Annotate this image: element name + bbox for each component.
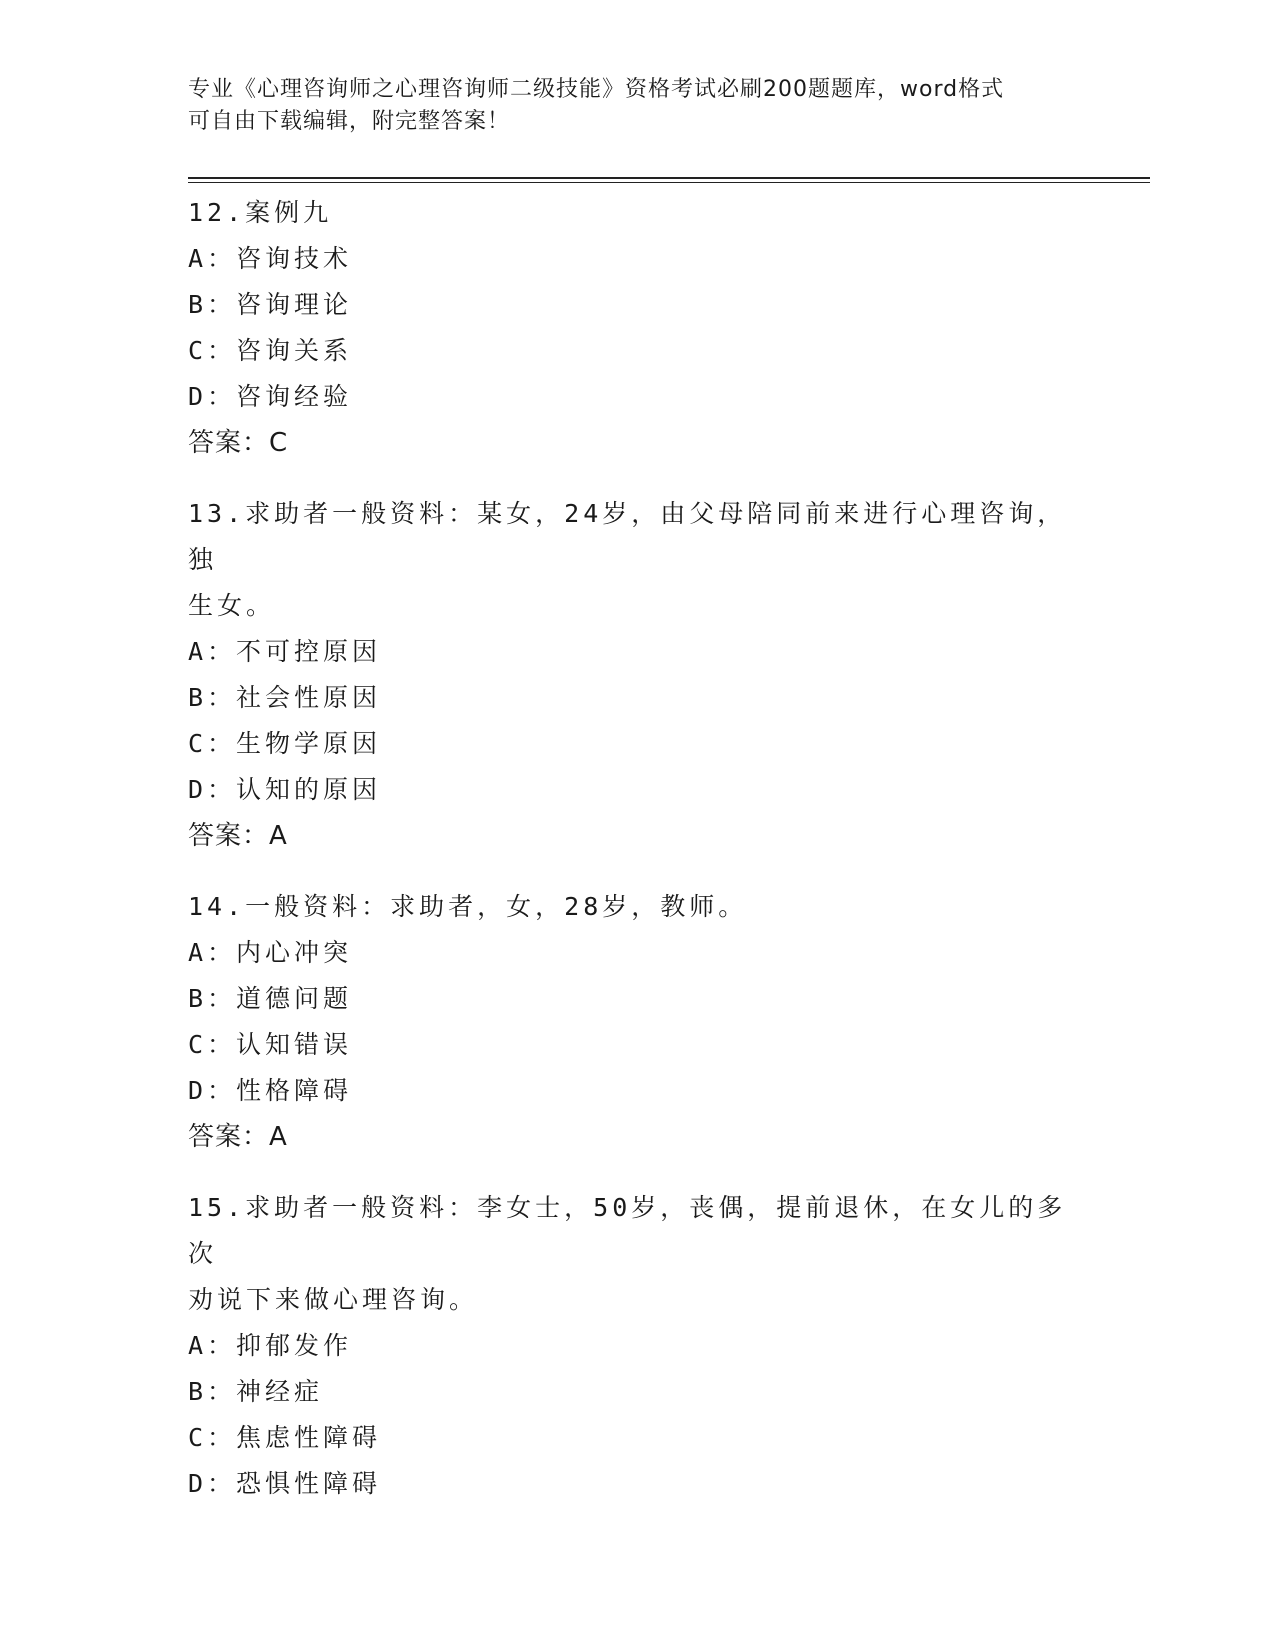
option-c: C：咨询关系 — [188, 336, 353, 365]
question-14 — [188, 884, 1088, 1160]
option-c: C：焦虑性障碍 — [188, 1423, 382, 1452]
option-b: B：道德问题 — [188, 984, 353, 1013]
document-header — [188, 74, 1068, 138]
option-a: A：咨询技术 — [188, 244, 353, 273]
question-stem-line-1: 15.求助者一般资料：李女士，50岁，丧偶，提前退休，在女儿的多次 — [188, 1193, 1067, 1268]
option-d: D：咨询经验 — [188, 382, 353, 411]
option-b: B：咨询理论 — [188, 290, 353, 319]
option-d: D：恐惧性障碍 — [188, 1469, 382, 1498]
header-rule-thin — [188, 182, 1150, 183]
question-stem: 12.案例九 — [188, 198, 333, 227]
option-a: A：不可控原因 — [188, 637, 382, 666]
option-d: D：性格障碍 — [188, 1076, 353, 1105]
option-d: D：认知的原因 — [188, 775, 382, 804]
answer-label: 答案：A — [188, 1122, 288, 1152]
option-a: A：抑郁发作 — [188, 1331, 353, 1360]
question-stem-line-2: 生女。 — [188, 591, 276, 620]
question-list — [188, 190, 1088, 1532]
question-stem: 14.一般资料：求助者，女，28岁，教师。 — [188, 892, 748, 921]
question-stem-line-1: 13.求助者一般资料：某女，24岁，由父母陪同前来进行心理咨询，独 — [188, 499, 1067, 574]
question-12 — [188, 190, 1088, 466]
answer-label: 答案：A — [188, 821, 288, 851]
option-a: A：内心冲突 — [188, 938, 353, 967]
question-13 — [188, 491, 1088, 859]
question-15 — [188, 1185, 1088, 1507]
option-c: C：生物学原因 — [188, 729, 382, 758]
question-stem-line-2: 劝说下来做心理咨询。 — [188, 1285, 479, 1314]
option-b: B：社会性原因 — [188, 683, 382, 712]
option-b: B：神经症 — [188, 1377, 324, 1406]
answer-label: 答案：C — [188, 428, 289, 458]
header-rule-thick — [188, 177, 1150, 179]
header-line-1: 专业《心理咨询师之心理咨询师二级技能》资格考试必刷200题题库，word格式 — [188, 77, 1005, 102]
option-c: C：认知错误 — [188, 1030, 353, 1059]
header-line-2: 可自由下载编辑，附完整答案！ — [188, 109, 511, 134]
